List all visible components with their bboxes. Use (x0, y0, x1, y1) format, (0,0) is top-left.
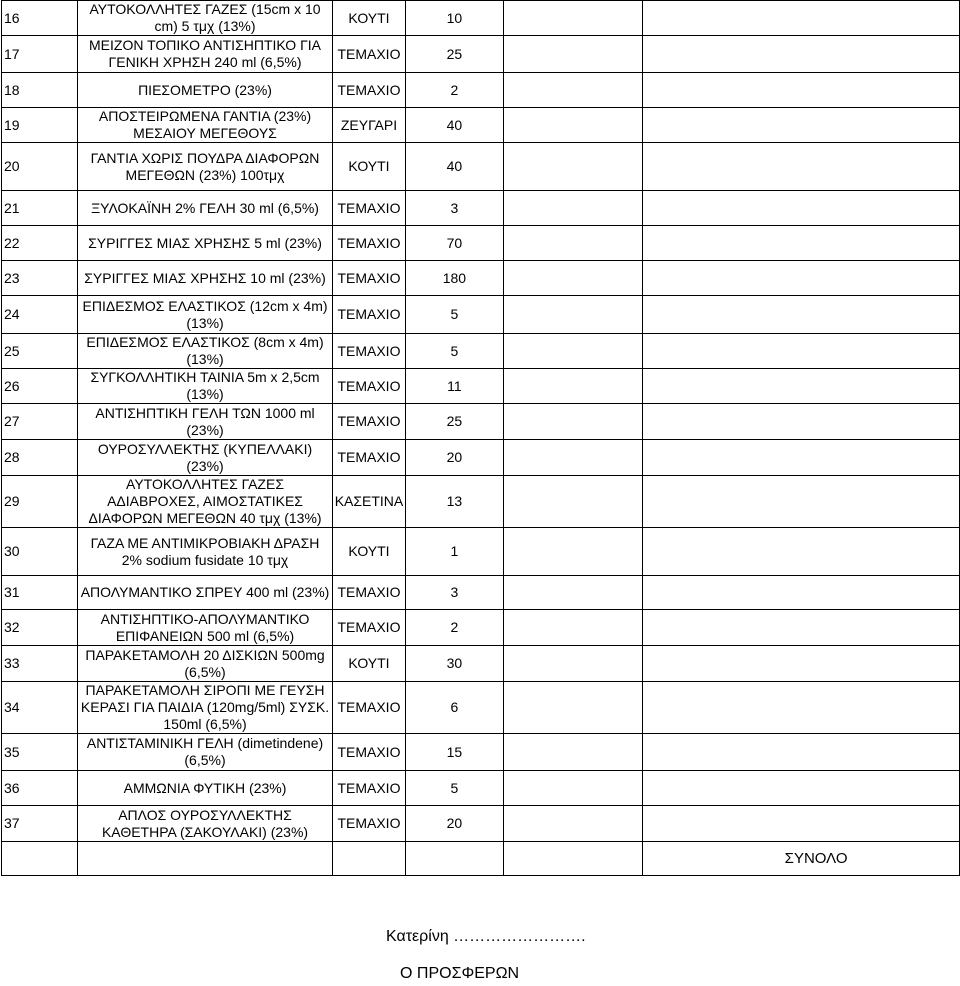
item-unit: ΤΕΜΑΧΙΟ (332, 226, 406, 261)
item-total (643, 646, 960, 682)
table-row (2, 682, 960, 734)
item-unit: ΤΕΜΑΧΙΟ (332, 36, 406, 73)
item-quantity: 180 (406, 261, 503, 296)
item-price (503, 143, 643, 191)
item-total (643, 806, 960, 842)
table-row (2, 806, 960, 842)
item-price (503, 576, 643, 610)
table-row (2, 108, 960, 143)
table-row (2, 646, 960, 682)
row-number: 27 (2, 404, 78, 440)
item-quantity: 3 (406, 191, 503, 226)
row-number: 33 (2, 646, 78, 682)
row-number: 29 (2, 476, 78, 528)
total-row-empty-num (2, 842, 78, 876)
row-number: 37 (2, 806, 78, 842)
item-price (503, 771, 643, 806)
item-quantity: 25 (406, 36, 503, 73)
row-number: 35 (2, 734, 78, 771)
item-quantity: 70 (406, 226, 503, 261)
item-unit: ΤΕΜΑΧΙΟ (332, 73, 406, 108)
row-number: 31 (2, 576, 78, 610)
item-quantity: 40 (406, 143, 503, 191)
table-row (2, 1, 960, 36)
item-total (643, 734, 960, 771)
item-total (643, 296, 960, 334)
item-description: ΑΠΟΛΥΜΑΝΤΙΚΟ ΣΠΡΕΥ 400 ml (23%) (78, 576, 332, 610)
item-price (503, 806, 643, 842)
item-total (643, 226, 960, 261)
item-total (643, 476, 960, 528)
item-description: ΑΝΤΙΣΗΠΤΙΚΟ-ΑΠΟΛΥΜΑΝΤΙΚΟ ΕΠΙΦΑΝΕΙΩΝ 500 ml (6,5%) (78, 610, 332, 646)
item-quantity: 2 (406, 610, 503, 646)
item-unit: ΤΕΜΑΧΙΟ (332, 771, 406, 806)
item-price (503, 1, 643, 36)
item-unit: ΤΕΜΑΧΙΟ (332, 682, 406, 734)
table-row (2, 734, 960, 771)
total-row-empty-unit (332, 842, 406, 876)
item-total (643, 73, 960, 108)
table-row (2, 610, 960, 646)
row-number: 16 (2, 1, 78, 36)
item-unit: ΤΕΜΑΧΙΟ (332, 296, 406, 334)
item-price (503, 476, 643, 528)
item-quantity: 5 (406, 296, 503, 334)
item-price (503, 261, 643, 296)
item-quantity: 20 (406, 440, 503, 476)
item-description: ΑΠΛΟΣ ΟΥΡΟΣΥΛΛΕΚΤΗΣ ΚΑΘΕΤΗΡΑ (ΣΑΚΟΥΛΑΚΙ) (23%) (78, 806, 332, 842)
item-quantity: 5 (406, 771, 503, 806)
item-description: ΣΥΡΙΓΓΕΣ ΜΙΑΣ ΧΡΗΣΗΣ 5 ml (23%) (78, 226, 332, 261)
total-row-empty-price (503, 842, 643, 876)
table-row (2, 369, 960, 404)
item-quantity: 25 (406, 404, 503, 440)
item-total (643, 404, 960, 440)
table-row (2, 73, 960, 108)
row-number: 26 (2, 369, 78, 404)
item-quantity: 5 (406, 334, 503, 369)
item-total (643, 36, 960, 73)
item-quantity: 40 (406, 108, 503, 143)
table-row (2, 476, 960, 528)
offerer-label: Ο ΠΡΟΣΦΕΡΩΝ (400, 965, 520, 982)
item-unit: ΤΕΜΑΧΙΟ (332, 610, 406, 646)
table-row (2, 296, 960, 334)
item-unit: ΖΕΥΓΑΡΙ (332, 108, 406, 143)
items-table (1, 0, 960, 876)
item-price (503, 528, 643, 576)
item-description: ΕΠΙΔΕΣΜΟΣ ΕΛΑΣΤΙΚΟΣ (12cm x 4m) (13%) (78, 296, 332, 334)
total-label: ΣΥΝΟΛΟ (643, 842, 960, 876)
row-number: 30 (2, 528, 78, 576)
item-price (503, 108, 643, 143)
table-row (2, 143, 960, 191)
item-unit: ΤΕΜΑΧΙΟ (332, 261, 406, 296)
row-number: 22 (2, 226, 78, 261)
item-price (503, 734, 643, 771)
table-row (2, 36, 960, 73)
item-description: ΣΥΡΙΓΓΕΣ ΜΙΑΣ ΧΡΗΣΗΣ 10 ml (23%) (78, 261, 332, 296)
item-unit: ΤΕΜΑΧΙΟ (332, 404, 406, 440)
item-unit: ΚΑΣΕΤΙΝΑ (332, 476, 406, 528)
item-description: ΑΜΜΩΝΙΑ ΦΥΤΙΚΗ (23%) (78, 771, 332, 806)
item-quantity: 6 (406, 682, 503, 734)
row-number: 24 (2, 296, 78, 334)
row-number: 36 (2, 771, 78, 806)
item-total (643, 610, 960, 646)
item-total (643, 334, 960, 369)
item-total (643, 191, 960, 226)
items-table-body (2, 1, 960, 842)
item-price (503, 440, 643, 476)
table-row (2, 576, 960, 610)
item-quantity: 10 (406, 1, 503, 36)
row-number: 20 (2, 143, 78, 191)
item-quantity: 30 (406, 646, 503, 682)
table-row (2, 771, 960, 806)
item-unit: ΚΟΥΤΙ (332, 143, 406, 191)
item-total (643, 771, 960, 806)
item-total (643, 576, 960, 610)
row-number: 28 (2, 440, 78, 476)
item-quantity: 3 (406, 576, 503, 610)
item-description: ΑΝΤΙΣΗΠΤΙΚΗ ΓΕΛΗ ΤΩΝ 1000 ml (23%) (78, 404, 332, 440)
table-row (2, 334, 960, 369)
row-number: 25 (2, 334, 78, 369)
table-row (2, 440, 960, 476)
item-total (643, 528, 960, 576)
item-description: ΑΥΤΟΚΟΛΛΗΤΕΣ ΓΑΖΕΣ ΑΔΙΑΒΡΟΧΕΣ, ΑΙΜΟΣΤΑΤΙΚΕΣ ΔΙΑΦΟΡΩΝ ΜΕΓΕΘΩΝ 40 τμχ (13%) (78, 476, 332, 528)
item-description: ΕΠΙΔΕΣΜΟΣ ΕΛΑΣΤΙΚΟΣ (8cm x 4m) (13%) (78, 334, 332, 369)
row-number: 23 (2, 261, 78, 296)
item-description: ΞΥΛΟΚΑΪΝΗ 2% ΓΕΛΗ 30 ml (6,5%) (78, 191, 332, 226)
item-price (503, 73, 643, 108)
item-description: ΑΠΟΣΤΕΙΡΩΜΕΝΑ ΓΑΝΤΙΑ (23%) ΜΕΣΑΙΟΥ ΜΕΓΕΘΟΥΣ (78, 108, 332, 143)
item-price (503, 226, 643, 261)
item-description: ΟΥΡΟΣΥΛΛΕΚΤΗΣ (ΚΥΠΕΛΛΑΚΙ) (23%) (78, 440, 332, 476)
item-price (503, 682, 643, 734)
item-description: ΑΥΤΟΚΟΛΛΗΤΕΣ ΓΑΖΕΣ (15cm x 10 cm) 5 τμχ (13%) (78, 1, 332, 36)
row-number: 21 (2, 191, 78, 226)
item-unit: ΤΕΜΑΧΙΟ (332, 369, 406, 404)
item-price (503, 36, 643, 73)
item-quantity: 1 (406, 528, 503, 576)
item-total (643, 1, 960, 36)
item-price (503, 191, 643, 226)
item-description: ΠΑΡΑΚΕΤΑΜΟΛΗ ΣΙΡΟΠΙ ΜΕ ΓΕΥΣΗ ΚΕΡΑΣΙ ΓΙΑ ΠΑΙΔΙΑ (120mg/5ml) ΣΥΣΚ. 150ml (6,5%) (78, 682, 332, 734)
item-total (643, 143, 960, 191)
table-row (2, 261, 960, 296)
item-price (503, 334, 643, 369)
item-description: ΣΥΓΚΟΛΛΗΤΙΚΗ ΤΑΙΝΙΑ 5m x 2,5cm (13%) (78, 369, 332, 404)
item-price (503, 296, 643, 334)
item-quantity: 13 (406, 476, 503, 528)
item-description: ΑΝΤΙΣΤΑΜΙΝΙΚΗ ΓΕΛΗ (dimetindene) (6,5%) (78, 734, 332, 771)
item-price (503, 610, 643, 646)
item-total (643, 682, 960, 734)
item-unit: ΚΟΥΤΙ (332, 528, 406, 576)
item-total (643, 108, 960, 143)
item-description: ΓΑΝΤΙΑ ΧΩΡΙΣ ΠΟΥΔΡΑ ΔΙΑΦΟΡΩΝ ΜΕΓΕΘΩΝ (23%) 100τμχ (78, 143, 332, 191)
item-price (503, 646, 643, 682)
row-number: 34 (2, 682, 78, 734)
item-unit: ΚΟΥΤΙ (332, 1, 406, 36)
signature-place-date: Κατερίνη ……………………. (386, 928, 586, 945)
item-description: ΓΑΖΑ ΜΕ ΑΝΤΙΜΙΚΡΟΒΙΑΚΗ ΔΡΑΣΗ 2% sodium fusidate 10 τμχ (78, 528, 332, 576)
row-number: 17 (2, 36, 78, 73)
item-total (643, 369, 960, 404)
item-unit: ΚΟΥΤΙ (332, 646, 406, 682)
item-unit: ΤΕΜΑΧΙΟ (332, 734, 406, 771)
item-unit: ΤΕΜΑΧΙΟ (332, 440, 406, 476)
item-description: ΜΕΙΖΟΝ ΤΟΠΙΚΟ ΑΝΤΙΣΗΠΤΙΚΟ ΓΙΑ ΓΕΝΙΚΗ ΧΡΗΣΗ 240 ml (6,5%) (78, 36, 332, 73)
table-row (2, 404, 960, 440)
item-quantity: 2 (406, 73, 503, 108)
item-price (503, 369, 643, 404)
item-total (643, 261, 960, 296)
total-row-empty-qty (406, 842, 503, 876)
item-unit: ΤΕΜΑΧΙΟ (332, 334, 406, 369)
row-number: 32 (2, 610, 78, 646)
row-number: 18 (2, 73, 78, 108)
table-row (2, 226, 960, 261)
item-quantity: 11 (406, 369, 503, 404)
item-quantity: 20 (406, 806, 503, 842)
row-number: 19 (2, 108, 78, 143)
total-row (2, 842, 960, 876)
item-unit: ΤΕΜΑΧΙΟ (332, 191, 406, 226)
item-unit: ΤΕΜΑΧΙΟ (332, 576, 406, 610)
item-description: ΠΙΕΣΟΜΕΤΡΟ (23%) (78, 73, 332, 108)
item-quantity: 15 (406, 734, 503, 771)
item-total (643, 440, 960, 476)
item-unit: ΤΕΜΑΧΙΟ (332, 806, 406, 842)
table-row (2, 528, 960, 576)
item-description: ΠΑΡΑΚΕΤΑΜΟΛΗ 20 ΔΙΣΚΙΩΝ 500mg (6,5%) (78, 646, 332, 682)
table-row (2, 191, 960, 226)
total-row-empty-desc (78, 842, 332, 876)
item-price (503, 404, 643, 440)
